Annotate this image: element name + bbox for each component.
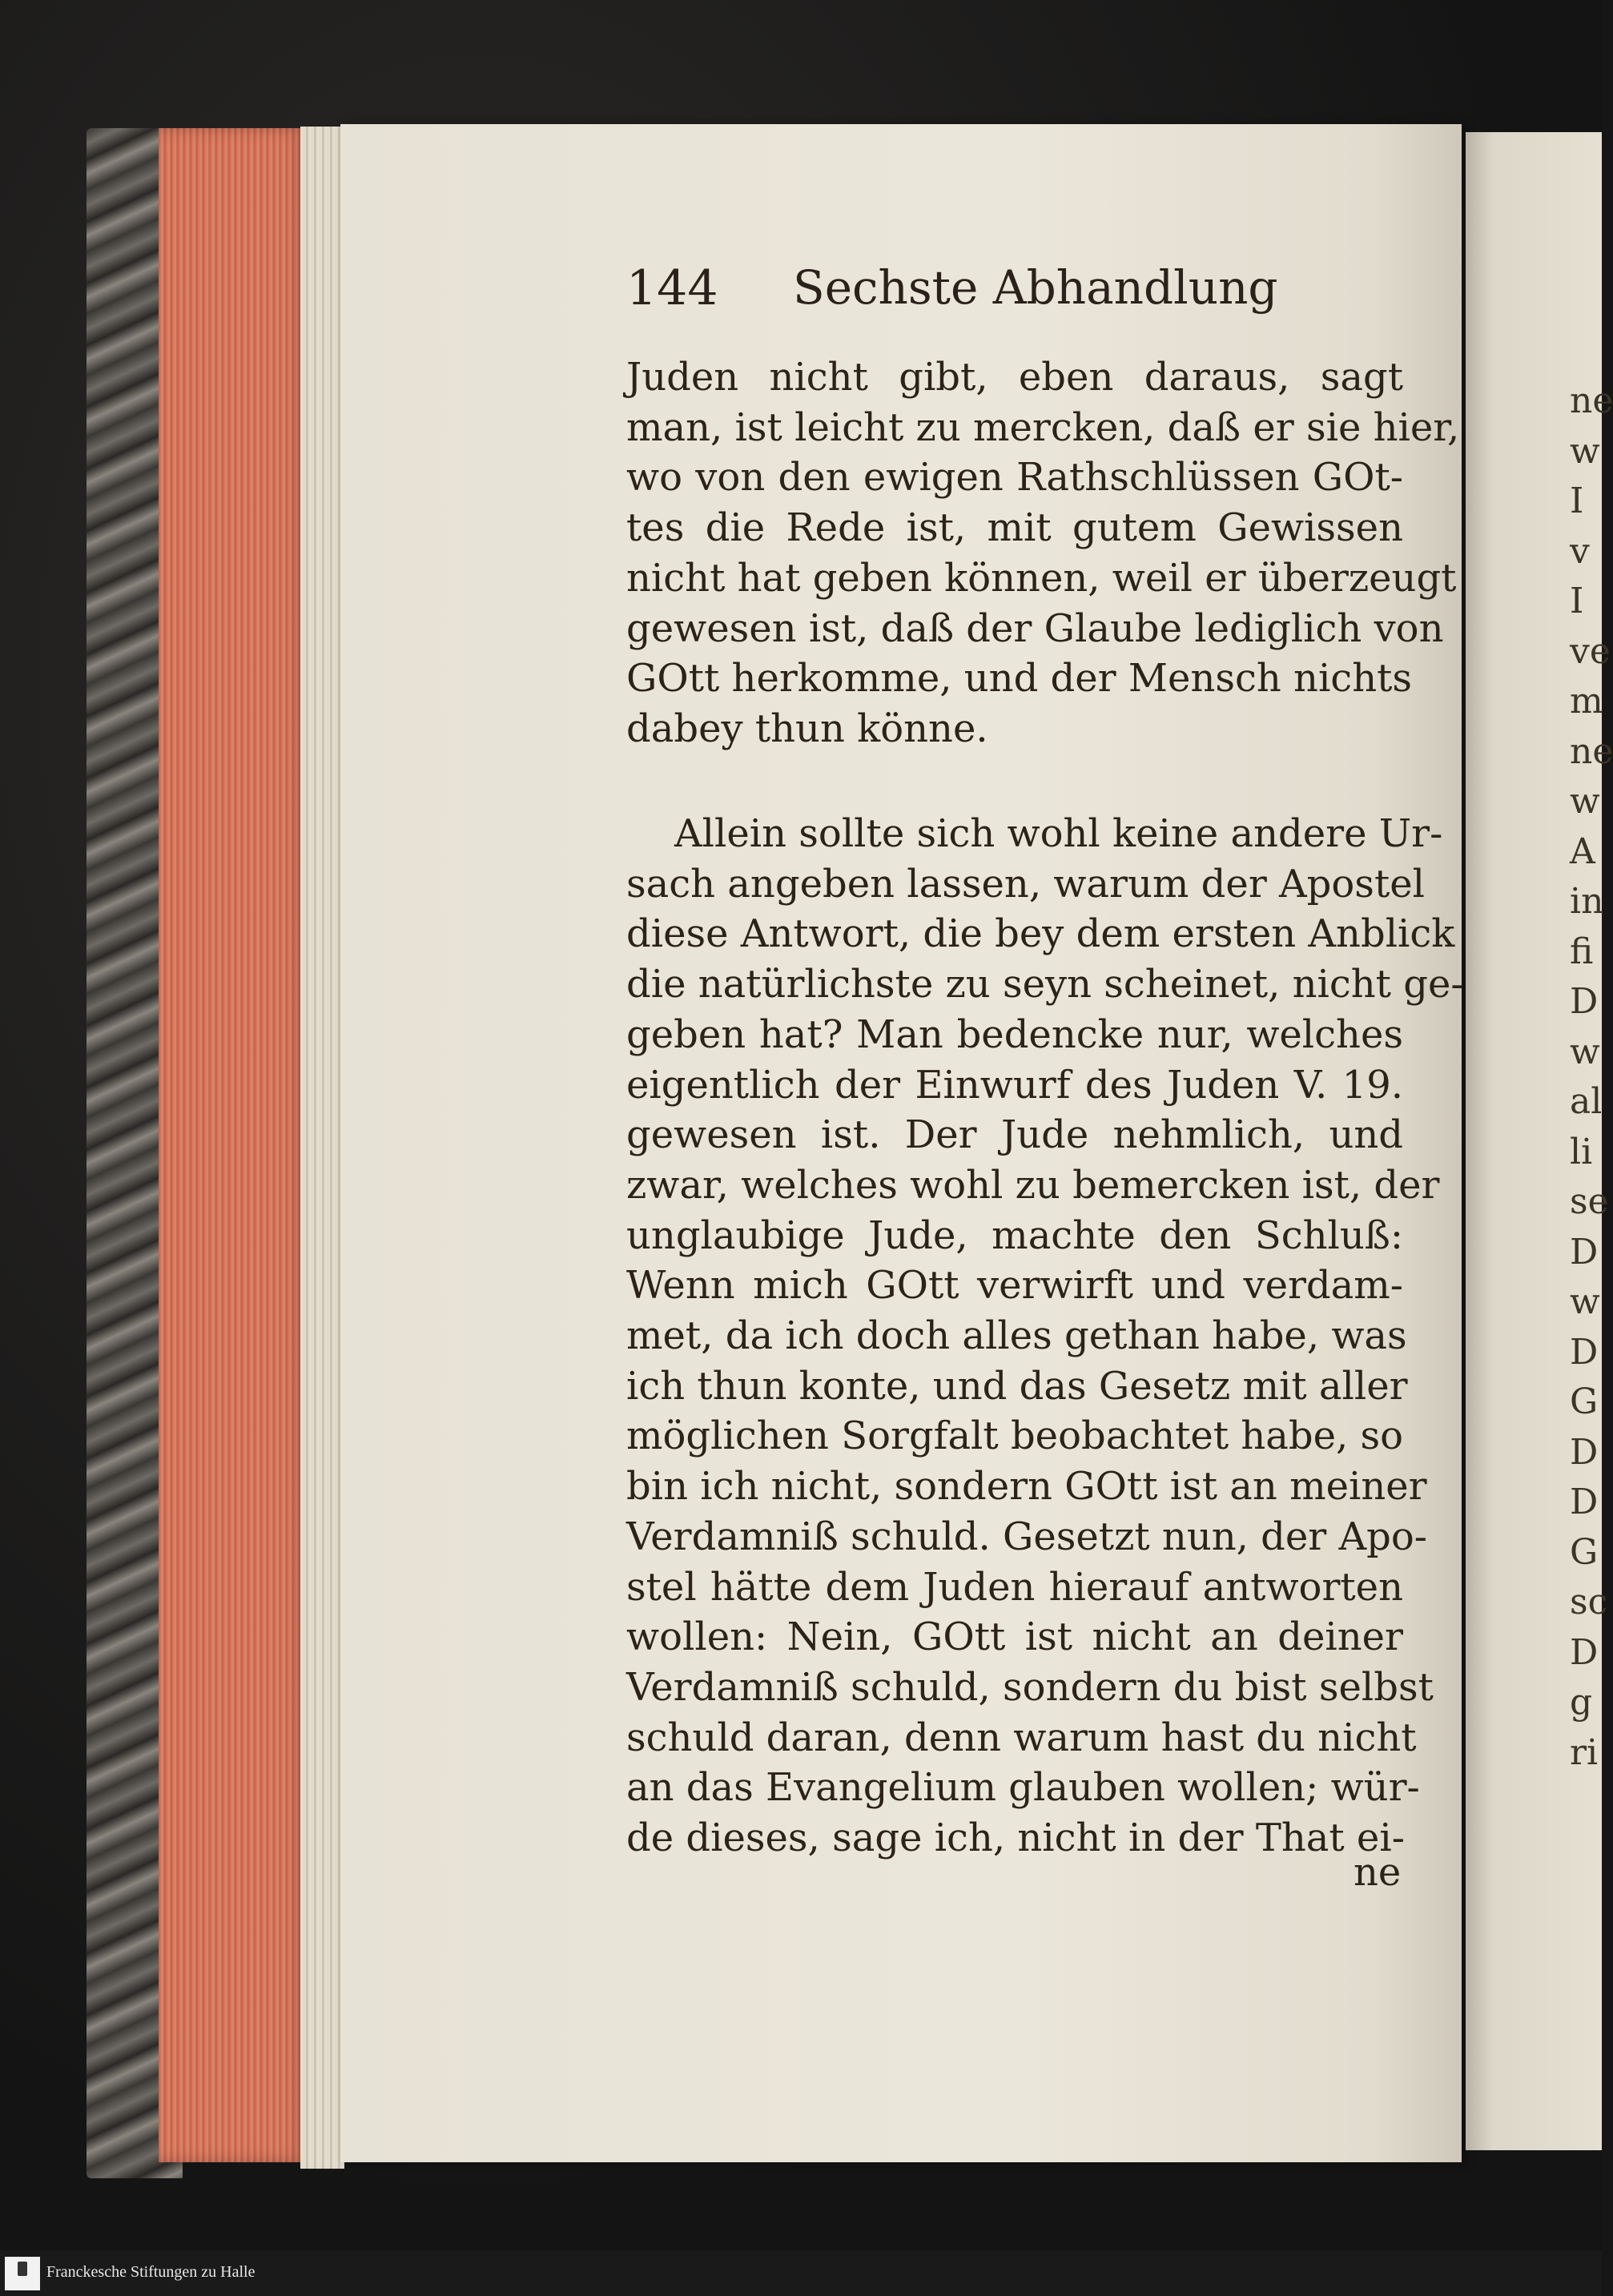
text-line: unglaubige Jude, machte den Schluß: [626,1212,1403,1258]
text-line: de dieses, sage ich, nicht in der That ei- [626,1815,1405,1861]
text-line: geben hat? Man bedencke nur, welches [626,1011,1403,1057]
text-line: zwar, welches wohl zu bemercken ist, der [626,1162,1440,1208]
text-line: dabey thun könne. [626,706,988,751]
footer-institution: Franckesche Stiftungen zu Halle [46,2263,255,2281]
text-line: gewesen ist, daß der Glaube lediglich von [626,605,1444,651]
running-head-title: Sechste Abhandlung [793,260,1278,315]
text-line: schuld daran, denn warum hast du nicht [626,1715,1417,1760]
text-line: nicht hat geben können, weil er überzeugt [626,555,1457,601]
text-line: Verdamniß schuld. Gesetzt nun, der Apo- [626,1514,1428,1559]
text-line: sach angeben lassen, warum der Apostel [626,861,1425,907]
paragraph-2 [626,809,1464,1864]
text-line: diese Antwort, die bey dem ersten Anblick [626,911,1455,957]
text-line: tes die Rede ist, mit gutem Gewissen [626,505,1403,551]
text-line: gewesen ist. Der Jude nehmlich, und [626,1112,1403,1158]
text-line: GOtt herkomme, und der Mensch nichts [626,656,1413,702]
text-line: man, ist leicht zu mercken, daß er sie hier, [626,404,1460,450]
catchword: ne [1354,1850,1402,1895]
text-line: möglichen Sorgfalt beobachtet habe, so [626,1413,1404,1459]
text-line: die natürlichste zu seyn scheinet, nicht ge- [626,962,1464,1007]
page-number: 144 [626,260,718,316]
paragraph-1 [626,352,1460,754]
text-line: stel hätte dem Juden hierauf antworten [626,1564,1403,1610]
text-line: wo von den ewigen Rathschlüssen GOt- [626,455,1403,501]
text-line: bin ich nicht, sondern GOtt ist an meiner [626,1464,1427,1510]
text-line: Verdamniß schuld, sondern du bist selbst [626,1664,1434,1710]
text-line: Allein sollte sich wohl keine andere Ur- [674,811,1443,856]
text-line: ich thun konte, und das Gesetz mit aller [626,1363,1408,1409]
text-line: Wenn mich GOtt verwirft und verdam- [626,1263,1403,1309]
text-line: wollen: Nein, GOtt ist nicht an deiner [626,1614,1403,1660]
text-line: eigentlich der Einwurf des Juden V. 19. [626,1062,1403,1108]
page-stack [300,127,344,2169]
institution-logo-icon [5,2257,40,2290]
text-line: an das Evangelium glauben wollen; wür- [626,1765,1420,1811]
page-edge-red [159,128,307,2162]
text-line: Juden nicht gibt, eben daraus, sagt [626,355,1403,400]
text-line: met, da ich doch alles gethan habe, was [626,1313,1407,1359]
facing-page-text: ne w I v I ve m ne w A in fi D w al li se D w D G D D G sc D g ri [1570,380,1613,1773]
